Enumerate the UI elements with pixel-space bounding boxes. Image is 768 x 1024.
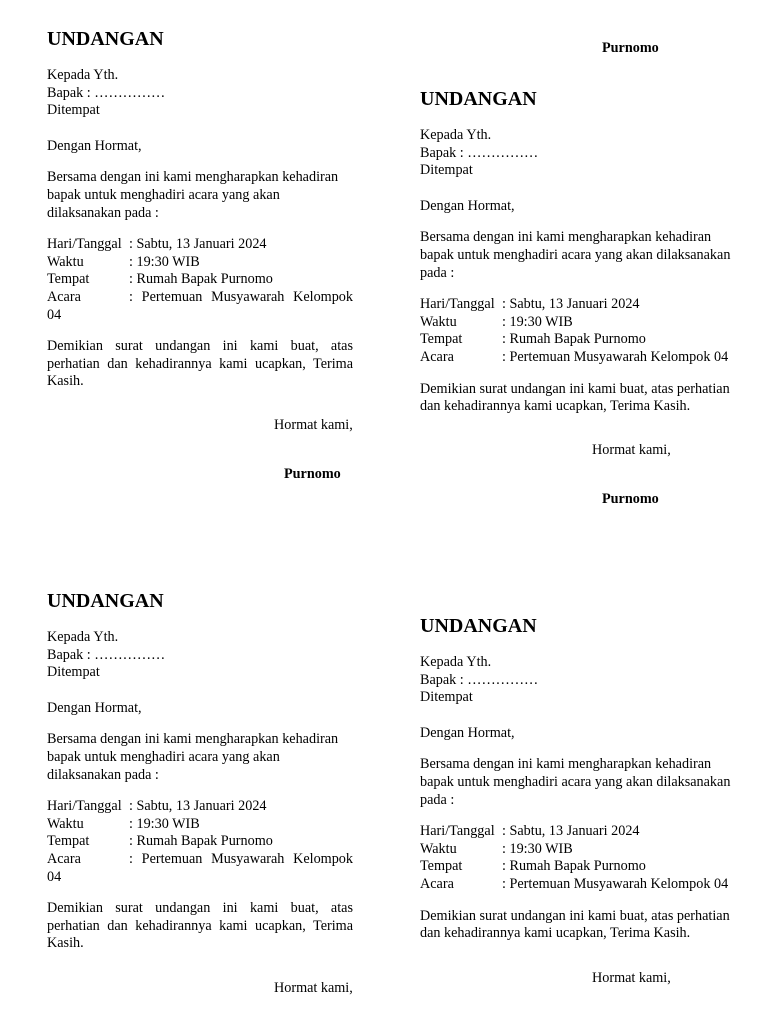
event-details <box>47 236 353 324</box>
detail-row-time <box>47 254 353 272</box>
invitation-letter-3 <box>47 589 353 953</box>
detail-value: : Sabtu, 13 Januari 2024 <box>502 296 640 313</box>
detail-label: Tempat <box>47 271 90 288</box>
invitation-letter-4 <box>420 614 738 943</box>
invitation-letter-2 <box>420 87 738 416</box>
detail-row-time <box>47 816 353 834</box>
detail-row-place <box>47 833 353 851</box>
detail-row-event <box>47 851 353 869</box>
body-line: bapak untuk menghadiri acara yang akan dilaksanakan <box>420 773 731 790</box>
detail-value: : Rumah Bapak Purnomo <box>129 833 273 850</box>
detail-label: Waktu <box>420 840 457 857</box>
closing-line: Demikian surat undangan ini kami buat, atas perhatian <box>420 380 730 397</box>
body-line: bapak untuk menghadiri acara yang akan dilaksanakan <box>420 246 731 263</box>
detail-row-day <box>47 798 353 816</box>
recipient-label: Kepada Yth. <box>47 629 119 645</box>
detail-value: : Pertemuan Musyawarah Kelompok <box>129 850 353 867</box>
detail-row-day <box>420 296 738 314</box>
body-line: dilaksanakan pada : <box>47 766 159 783</box>
detail-label: Acara <box>420 875 454 892</box>
detail-label: Waktu <box>420 313 457 330</box>
signer-name: Purnomo <box>284 466 341 482</box>
detail-value: : Sabtu, 13 Januari 2024 <box>129 798 267 815</box>
detail-label: Tempat <box>47 833 90 850</box>
detail-label: Acara <box>47 288 81 305</box>
detail-label: Waktu <box>47 815 84 832</box>
greeting: Dengan Hormat, <box>420 197 515 214</box>
location: Ditempat <box>47 664 100 681</box>
detail-row-event <box>420 349 738 367</box>
detail-value: : 19:30 WIB <box>502 313 573 330</box>
letter-title: UNDANGAN <box>420 615 537 637</box>
location: Ditempat <box>420 689 473 706</box>
body-line: Bersama dengan ini kami mengharapkan kehadiran <box>420 229 712 246</box>
greeting: Dengan Hormat, <box>420 724 515 741</box>
detail-label: Tempat <box>420 331 463 348</box>
greeting: Dengan Hormat, <box>47 137 142 154</box>
letter-title: UNDANGAN <box>47 28 164 50</box>
detail-value: : Sabtu, 13 Januari 2024 <box>502 823 640 840</box>
detail-row-time <box>420 841 738 859</box>
location: Ditempat <box>420 162 473 179</box>
detail-value: : Sabtu, 13 Januari 2024 <box>129 236 267 253</box>
detail-value: : Rumah Bapak Purnomo <box>129 271 273 288</box>
signoff: Hormat kami, <box>592 970 671 986</box>
body-line: bapak untuk menghadiri acara yang akan <box>47 748 280 765</box>
closing-paragraph: Demikian surat undangan ini kami buat, atas perhatian dan kehadirannya kami ucapkan, Terima Kasih. <box>47 900 353 952</box>
detail-value: : Pertemuan Musyawarah Kelompok 04 <box>502 875 729 892</box>
letter-title: UNDANGAN <box>47 590 164 612</box>
detail-label: Acara <box>420 348 454 365</box>
detail-value: : Rumah Bapak Purnomo <box>502 331 646 348</box>
signoff: Hormat kami, <box>274 980 353 996</box>
detail-value: : Rumah Bapak Purnomo <box>502 858 646 875</box>
detail-row-event <box>47 289 353 307</box>
body-line: bapak untuk menghadiri acara yang akan <box>47 186 280 203</box>
detail-value-continued: 04 <box>47 306 62 323</box>
detail-value: : 19:30 WIB <box>502 840 573 857</box>
detail-value: : Pertemuan Musyawarah Kelompok <box>129 288 353 305</box>
closing-line: dan kehadirannya kami ucapkan, Terima Kasih. <box>420 925 691 942</box>
closing-paragraph: Demikian surat undangan ini kami buat, atas perhatian dan kehadirannya kami ucapkan, Terima Kasih. <box>47 338 353 390</box>
detail-row-time <box>420 314 738 332</box>
greeting: Dengan Hormat, <box>47 699 142 716</box>
recipient-label: Kepada Yth. <box>47 67 119 83</box>
detail-label: Hari/Tanggal <box>420 296 495 313</box>
detail-label: Hari/Tanggal <box>47 798 122 815</box>
recipient-label: Kepada Yth. <box>420 127 492 143</box>
detail-row-place <box>47 271 353 289</box>
event-details <box>420 823 738 893</box>
signoff: Hormat kami, <box>592 442 671 458</box>
location: Ditempat <box>47 102 100 119</box>
recipient-name: Bapak : …………… <box>47 84 166 101</box>
body-line: Bersama dengan ini kami mengharapkan kehadiran <box>47 731 339 748</box>
detail-row-place <box>420 331 738 349</box>
detail-value: : 19:30 WIB <box>129 253 200 270</box>
recipient-name: Bapak : …………… <box>420 671 539 688</box>
detail-value: : Pertemuan Musyawarah Kelompok 04 <box>502 348 729 365</box>
body-line: pada : <box>420 791 455 808</box>
recipient-name: Bapak : …………… <box>47 646 166 663</box>
detail-value: : 19:30 WIB <box>129 815 200 832</box>
signer-name: Purnomo <box>602 491 659 507</box>
detail-label: Acara <box>47 850 81 867</box>
detail-row-day <box>47 236 353 254</box>
detail-row-event <box>420 876 738 894</box>
letter-title: UNDANGAN <box>420 88 537 110</box>
body-line: dilaksanakan pada : <box>47 204 159 221</box>
signoff: Hormat kami, <box>274 417 353 433</box>
invitation-letter-1 <box>47 27 353 391</box>
detail-label: Tempat <box>420 858 463 875</box>
event-details <box>420 296 738 366</box>
event-details <box>47 798 353 886</box>
detail-value-continued: 04 <box>47 868 62 885</box>
top-signer-name: Purnomo <box>602 40 659 56</box>
closing-line: dan kehadirannya kami ucapkan, Terima Kasih. <box>420 398 691 415</box>
closing-line: Demikian surat undangan ini kami buat, atas perhatian <box>420 907 730 924</box>
body-line: Bersama dengan ini kami mengharapkan kehadiran <box>47 169 339 186</box>
detail-label: Hari/Tanggal <box>420 823 495 840</box>
recipient-name: Bapak : …………… <box>420 144 539 161</box>
recipient-label: Kepada Yth. <box>420 654 492 670</box>
detail-row-place <box>420 858 738 876</box>
body-line: Bersama dengan ini kami mengharapkan kehadiran <box>420 756 712 773</box>
detail-label: Waktu <box>47 253 84 270</box>
body-line: pada : <box>420 264 455 281</box>
detail-row-day <box>420 823 738 841</box>
detail-label: Hari/Tanggal <box>47 236 122 253</box>
